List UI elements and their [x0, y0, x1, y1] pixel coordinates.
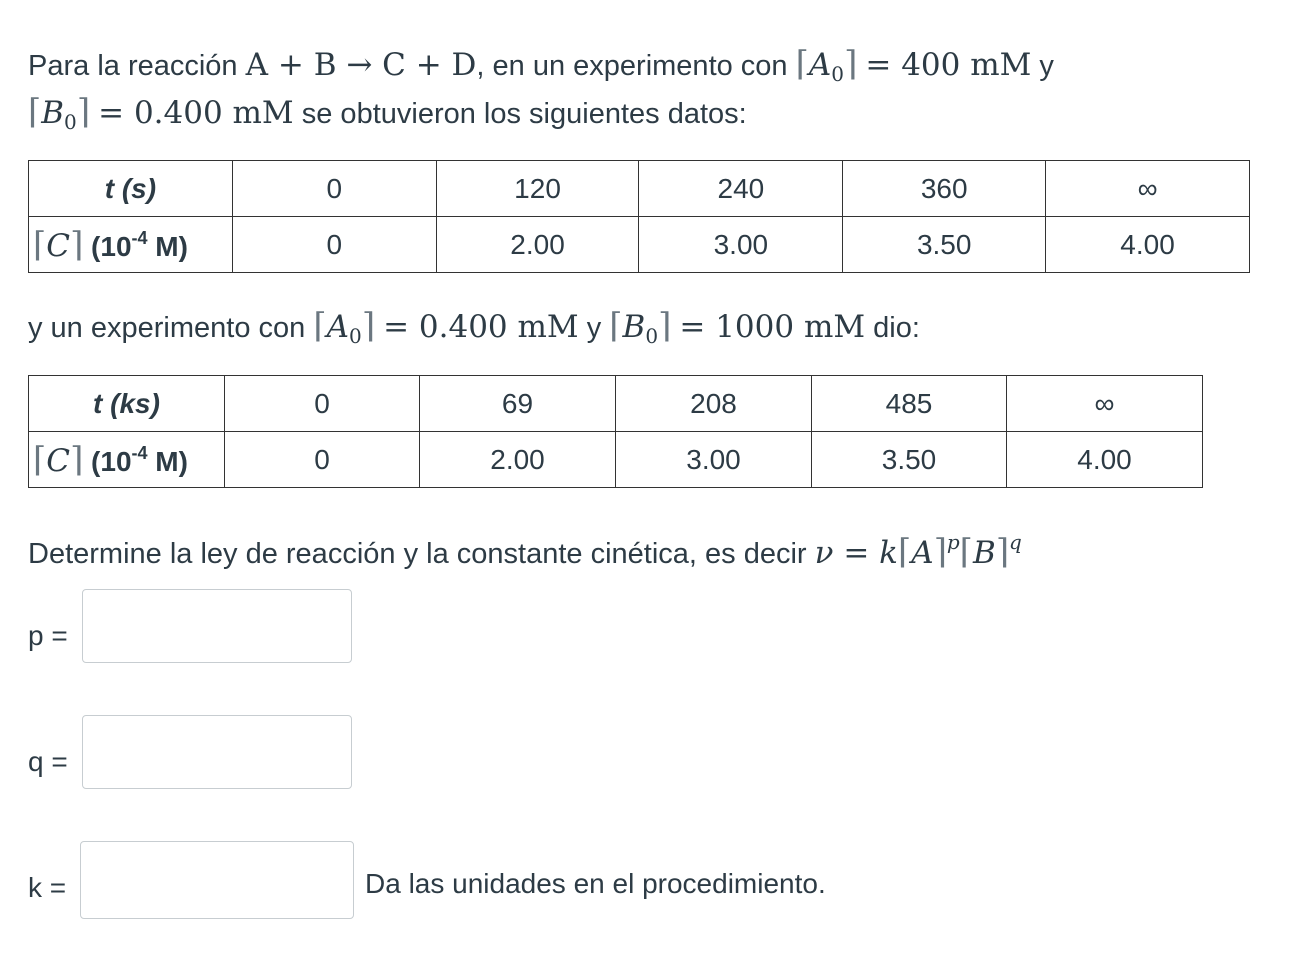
b0-symbol: B — [41, 95, 65, 131]
table-cell: 120 — [436, 161, 639, 217]
second-lead: y un experimento con — [28, 312, 306, 344]
table-row — [29, 376, 1203, 432]
table-cell: ∞ — [1046, 161, 1250, 217]
rate-law-nu: ν = k — [814, 535, 898, 571]
b0-value: = 0.400 mM — [98, 95, 294, 131]
table-cell: 2.00 — [420, 432, 616, 488]
data-table-1 — [28, 160, 1250, 273]
intro-line-2: $⌈B_0⌉ = 0.400$ mM se obtuvieron los siguientes datos: — [28, 92, 747, 134]
table-cell: 3.00 — [639, 217, 843, 273]
table-cell: ∞ — [1007, 376, 1203, 432]
table-cell: 485 — [812, 376, 1007, 432]
p-input[interactable] — [82, 589, 352, 663]
a0-value: = 400 mM — [865, 47, 1032, 83]
table-cell: 240 — [639, 161, 843, 217]
table-cell: 360 — [843, 161, 1046, 217]
k-input[interactable] — [80, 841, 354, 919]
k-label: k = — [28, 872, 67, 903]
reaction-equation: A + B → C + D — [245, 47, 477, 83]
q-label: q = — [28, 746, 68, 777]
intro-mid: , en un experimento con — [476, 50, 788, 82]
a0-symbol: A — [808, 47, 832, 83]
units-note: Da las unidades en el procedimiento. — [365, 868, 826, 899]
table-cell: 69 — [420, 376, 616, 432]
table-cell: 0 — [232, 217, 436, 273]
table-cell: 0 — [225, 432, 420, 488]
p-label: p = — [28, 620, 68, 651]
table-cell: 4.00 — [1007, 432, 1203, 488]
intro-tail: se obtuvieron los siguientes datos: — [301, 98, 747, 130]
table-cell: 3.50 — [843, 217, 1046, 273]
intro-y: y — [1039, 50, 1054, 82]
q-input[interactable] — [82, 715, 352, 789]
table-row — [29, 161, 1250, 217]
intro-lead: Para la reacción — [28, 50, 238, 82]
row-label-time: t (s) — [29, 161, 233, 217]
table-cell: 208 — [616, 376, 812, 432]
table-cell: 4.00 — [1046, 217, 1250, 273]
data-table-2 — [28, 375, 1203, 488]
second-a0-value: = 0.400 mM — [383, 309, 579, 345]
row-label-time: t (ks) — [29, 376, 225, 432]
second-b0-value: = 1000 mM — [679, 309, 866, 345]
question-text: Determine la ley de reacción y la constante cinética, es decir ν = k⌈A⌉$^p$⌈B⌉$^q$ — [28, 530, 1022, 572]
table-row — [29, 217, 1250, 273]
intro-line-1: Para la reacción A + B → C + D, en un experimento con $⌈A_0⌉ = 400$ mM y — [28, 44, 1054, 86]
row-label-conc: ⌈C⌉ ($10^{-4}$ M) — [29, 217, 233, 273]
table-row — [29, 432, 1203, 488]
table-cell: 0 — [225, 376, 420, 432]
row-label-conc: ⌈C⌉ ($10^{-4}$ M) — [29, 432, 225, 488]
table-cell: 3.50 — [812, 432, 1007, 488]
table-cell: 2.00 — [436, 217, 639, 273]
table-cell: 0 — [232, 161, 436, 217]
second-experiment-line: y un experimento con $⌈A_0⌉ = 0.400$ mM y $⌈B_0⌉ = 1000$ mM dio: — [28, 306, 920, 348]
table-cell: 3.00 — [616, 432, 812, 488]
